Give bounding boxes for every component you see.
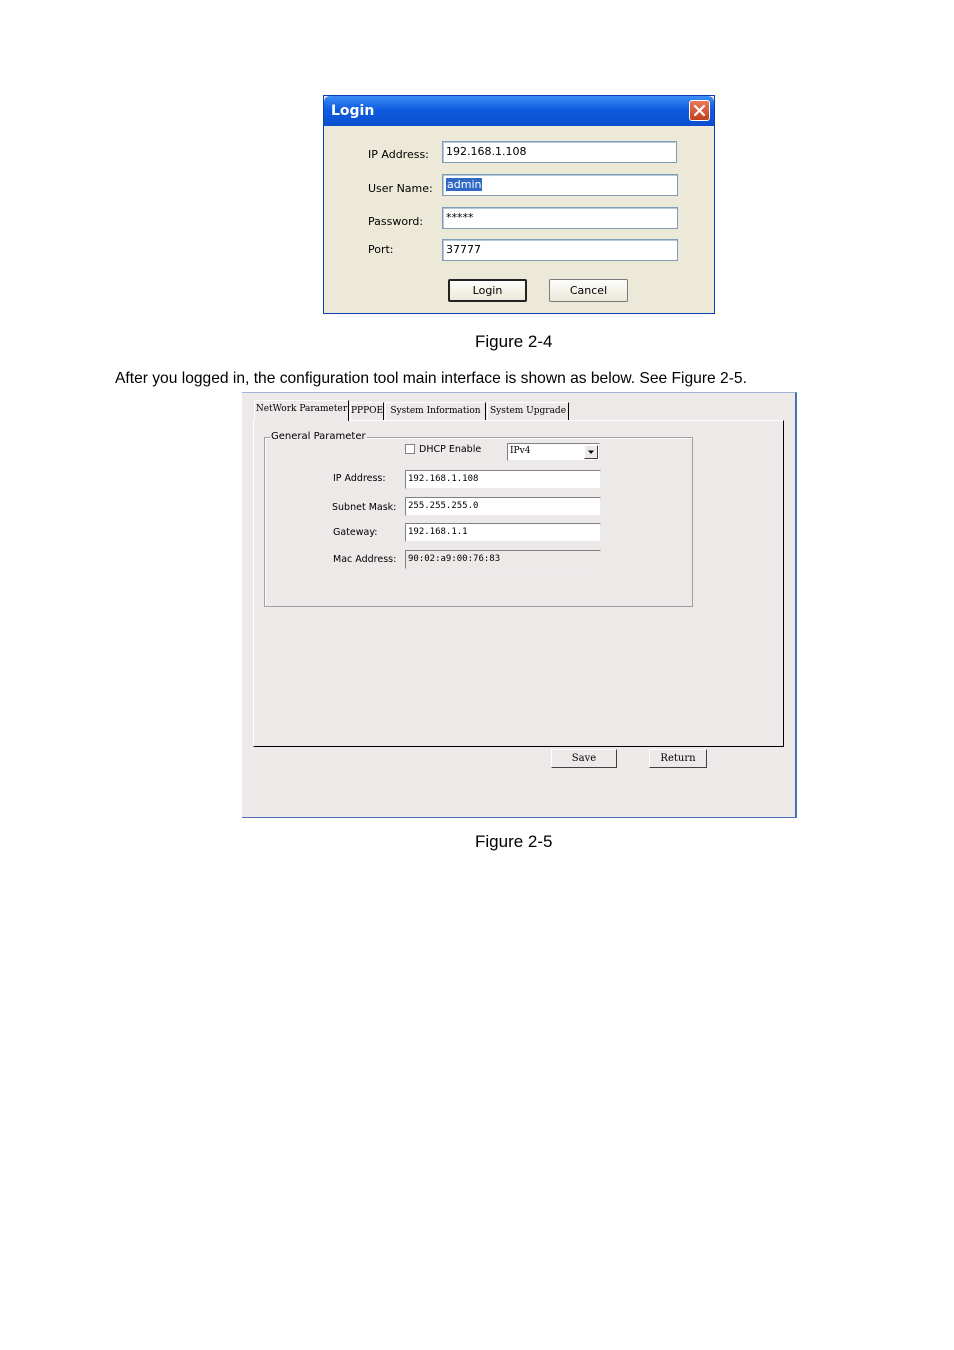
return-button[interactable]: Return <box>649 749 707 768</box>
cfg-ip-address-input[interactable]: 192.168.1.108 <box>405 470 601 489</box>
user-name-value: admin <box>447 178 482 191</box>
tab-system-upgrade[interactable]: System Upgrade <box>487 402 569 420</box>
subnet-mask-input[interactable]: 255.255.255.0 <box>405 497 601 516</box>
port-input[interactable]: 37777 <box>442 239 678 261</box>
gateway-input[interactable]: 192.168.1.1 <box>405 523 601 542</box>
close-icon[interactable] <box>689 100 710 121</box>
cfg-ip-address-label: IP Address: <box>333 473 386 484</box>
login-titlebar <box>324 96 714 126</box>
dhcp-enable-label: DHCP Enable <box>419 444 482 455</box>
login-form <box>327 126 711 311</box>
chevron-down-icon[interactable] <box>584 445 598 459</box>
ip-address-label: IP Address: <box>368 148 429 161</box>
subnet-mask-label: Subnet Mask: <box>332 502 397 513</box>
config-window <box>242 392 797 818</box>
login-dialog-title: Login <box>331 103 375 119</box>
gateway-label: Gateway: <box>333 527 378 538</box>
cancel-button[interactable]: Cancel <box>549 279 628 302</box>
save-button[interactable]: Save <box>551 749 617 768</box>
ip-address-input[interactable]: 192.168.1.108 <box>442 141 677 163</box>
password-label: Password: <box>368 215 424 228</box>
dhcp-enable-checkbox[interactable] <box>405 444 415 454</box>
figure-caption-2-4: Figure 2-4 <box>475 332 553 351</box>
user-name-label: User Name: <box>368 182 433 195</box>
password-input[interactable]: ***** <box>442 207 678 229</box>
figure-caption-2-5: Figure 2-5 <box>475 832 553 851</box>
group-title: General Parameter <box>271 431 366 442</box>
mac-address-label: Mac Address: <box>333 554 397 565</box>
port-label: Port: <box>368 243 394 256</box>
ip-version-value: IPv4 <box>510 446 531 456</box>
body-paragraph: After you logged in, the configuration tool main interface is shown as below. See Figure 2-5. <box>115 370 747 387</box>
mac-address-field: 90:02:a9:00:76:83 <box>405 550 601 569</box>
user-name-input[interactable] <box>442 174 678 196</box>
ip-version-select[interactable] <box>507 443 600 461</box>
general-parameter-group <box>264 437 693 607</box>
login-dialog <box>323 95 715 314</box>
tab-network-parameter[interactable]: NetWork Parameter <box>254 400 349 421</box>
tab-pppoe[interactable]: PPPOE <box>350 402 384 420</box>
login-button[interactable]: Login <box>448 279 527 302</box>
tab-system-information[interactable]: System Information <box>385 402 486 420</box>
